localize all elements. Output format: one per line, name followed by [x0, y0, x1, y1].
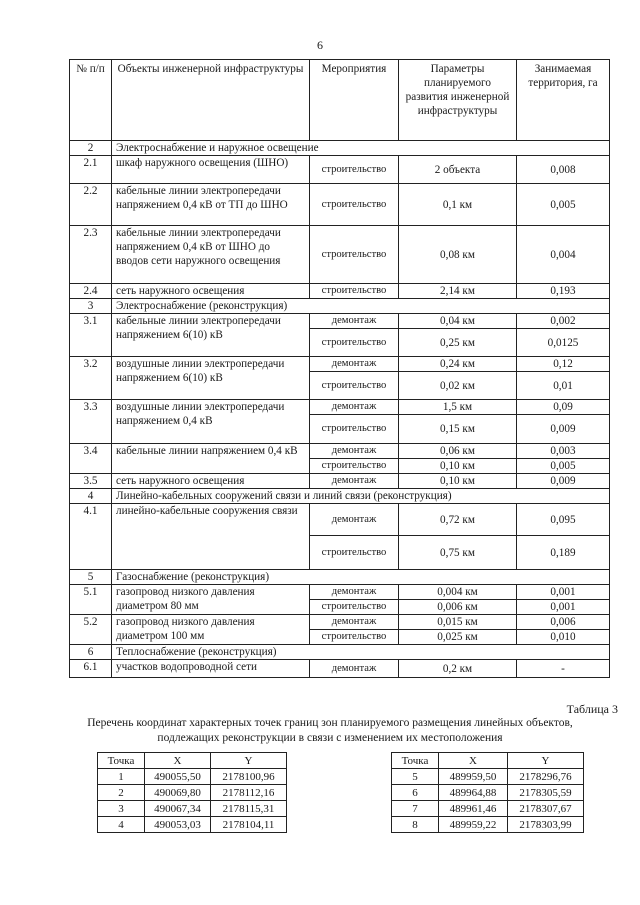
- coord-y: 2178296,76: [508, 769, 584, 785]
- section-number: 6: [70, 645, 112, 660]
- coord-y: 2178104,11: [211, 817, 287, 833]
- table-row: [70, 444, 610, 459]
- item-area: 0,0125: [517, 329, 610, 357]
- coord-point: 2: [98, 785, 145, 801]
- coord-row: [98, 801, 287, 817]
- item-parameter: 0,10 км: [399, 474, 517, 489]
- header-area: Занимаемая территория, га: [517, 60, 610, 141]
- item-number: 2.1: [70, 156, 112, 184]
- item-parameter: 0,006 км: [399, 600, 517, 615]
- item-object: участков водопроводной сети: [112, 660, 310, 678]
- table3-caption: Перечень координат характерных точек границ зон планируемого размещения линейных объектов, подлежащих реконструкции в связи с изменением их местоположения: [87, 717, 573, 744]
- section-title: Электроснабжение и наружное освещение: [112, 141, 610, 156]
- item-action: строительство: [310, 372, 399, 400]
- coord-header-y: Y: [508, 753, 584, 769]
- coord-point: 6: [392, 785, 439, 801]
- coord-right-body: [392, 769, 584, 833]
- item-number: 3.1: [70, 314, 112, 357]
- header-num: № п/п: [70, 60, 112, 141]
- item-number: 2.4: [70, 284, 112, 299]
- item-object: газопровод низкого давления диаметром 100 мм: [112, 615, 310, 645]
- section-title: Теплоснабжение (реконструкция): [112, 645, 610, 660]
- coord-x: 489959,22: [439, 817, 508, 833]
- item-action: демонтаж: [310, 660, 399, 678]
- item-number: 3.5: [70, 474, 112, 489]
- section-title: Электроснабжение (реконструкция): [112, 299, 610, 314]
- table-body: [70, 141, 610, 678]
- item-parameter: 2 объекта: [399, 156, 517, 184]
- item-object: кабельные линии электропередачи напряжением 0,4 кВ от ШНО до вводов сети наружного освещения: [112, 226, 310, 284]
- coord-header-row: [98, 753, 287, 769]
- section-number: 5: [70, 570, 112, 585]
- table-row: [70, 184, 610, 226]
- coord-point: 7: [392, 801, 439, 817]
- item-parameter: 0,004 км: [399, 585, 517, 600]
- item-action: демонтаж: [310, 615, 399, 630]
- header-params: Параметры планируемого развития инженерной инфраструктуры: [399, 60, 517, 141]
- item-number: 5.1: [70, 585, 112, 615]
- item-parameter: 0,15 км: [399, 415, 517, 444]
- header-object: Объекты инженерной инфраструктуры: [112, 60, 310, 141]
- coord-header-point: Точка: [98, 753, 145, 769]
- coord-y: 2178305,59: [508, 785, 584, 801]
- coord-point: 5: [392, 769, 439, 785]
- item-object: линейно-кабельные сооружения связи: [112, 504, 310, 570]
- item-number: 4.1: [70, 504, 112, 570]
- coord-header-y: Y: [211, 753, 287, 769]
- item-parameter: 2,14 км: [399, 284, 517, 299]
- item-parameter: 0,2 км: [399, 660, 517, 678]
- item-area: 0,008: [517, 156, 610, 184]
- section-title: Газоснабжение (реконструкция): [112, 570, 610, 585]
- item-number: 2.3: [70, 226, 112, 284]
- item-object: сеть наружного освещения: [112, 284, 310, 299]
- item-area: 0,003: [517, 444, 610, 459]
- item-area: 0,002: [517, 314, 610, 329]
- coord-y: 2178112,16: [211, 785, 287, 801]
- section-row: [70, 141, 610, 156]
- item-area: 0,095: [517, 504, 610, 536]
- table-row: [70, 504, 610, 536]
- item-object: шкаф наружного освещения (ШНО): [112, 156, 310, 184]
- section-row: [70, 570, 610, 585]
- item-object: воздушные линии электропередачи напряжением 6(10) кВ: [112, 357, 310, 400]
- coord-x: 490067,34: [145, 801, 211, 817]
- table-row: [70, 314, 610, 329]
- item-action: демонтаж: [310, 357, 399, 372]
- item-action: строительство: [310, 284, 399, 299]
- item-parameter: 0,04 км: [399, 314, 517, 329]
- table-row: [70, 615, 610, 630]
- item-area: 0,010: [517, 630, 610, 645]
- table-row: [70, 660, 610, 678]
- coord-x: 489959,50: [439, 769, 508, 785]
- section-row: [70, 299, 610, 314]
- item-area: 0,01: [517, 372, 610, 400]
- item-area: 0,004: [517, 226, 610, 284]
- coord-point: 8: [392, 817, 439, 833]
- item-area: 0,001: [517, 585, 610, 600]
- item-action: строительство: [310, 184, 399, 226]
- table-row: [70, 357, 610, 372]
- coord-y: 2178307,67: [508, 801, 584, 817]
- coord-point: 3: [98, 801, 145, 817]
- item-area: 0,001: [517, 600, 610, 615]
- item-parameter: 0,025 км: [399, 630, 517, 645]
- table-row: [70, 226, 610, 284]
- table-row: [70, 156, 610, 184]
- coord-row: [98, 817, 287, 833]
- item-action: демонтаж: [310, 474, 399, 489]
- item-object: кабельные линии напряжением 0,4 кВ: [112, 444, 310, 474]
- coord-point: 4: [98, 817, 145, 833]
- table3-label: Таблица 3: [566, 702, 618, 716]
- item-area: 0,193: [517, 284, 610, 299]
- table-row: [70, 284, 610, 299]
- item-object: газопровод низкого давления диаметром 80 мм: [112, 585, 310, 615]
- coord-point: 1: [98, 769, 145, 785]
- item-area: 0,005: [517, 459, 610, 474]
- item-parameter: 0,06 км: [399, 444, 517, 459]
- item-parameter: 0,015 км: [399, 615, 517, 630]
- section-row: [70, 645, 610, 660]
- item-area: 0,005: [517, 184, 610, 226]
- item-parameter: 0,1 км: [399, 184, 517, 226]
- coord-y: 2178115,31: [211, 801, 287, 817]
- item-area: 0,12: [517, 357, 610, 372]
- coord-header-row: [392, 753, 584, 769]
- item-object: кабельные линии электропередачи напряжением 6(10) кВ: [112, 314, 310, 357]
- coord-y: 2178100,96: [211, 769, 287, 785]
- header-action: Мероприятия: [310, 60, 399, 141]
- coord-header-x: X: [439, 753, 508, 769]
- item-action: демонтаж: [310, 585, 399, 600]
- table-row: [70, 585, 610, 600]
- item-object: воздушные линии электропередачи напряжением 0,4 кВ: [112, 400, 310, 444]
- coord-x: 490055,50: [145, 769, 211, 785]
- coord-left-body: [98, 769, 287, 833]
- item-parameter: 0,10 км: [399, 459, 517, 474]
- coord-row: [98, 785, 287, 801]
- coord-header-x: X: [145, 753, 211, 769]
- coord-x: 489961,46: [439, 801, 508, 817]
- item-area: 0,006: [517, 615, 610, 630]
- item-number: 3.4: [70, 444, 112, 474]
- item-number: 5.2: [70, 615, 112, 645]
- coord-row: [98, 769, 287, 785]
- item-action: строительство: [310, 459, 399, 474]
- item-parameter: 0,75 км: [399, 536, 517, 570]
- item-parameter: 0,02 км: [399, 372, 517, 400]
- item-parameter: 0,08 км: [399, 226, 517, 284]
- table-row: [70, 474, 610, 489]
- coord-header-point: Точка: [392, 753, 439, 769]
- item-area: 0,009: [517, 415, 610, 444]
- page-number: 6: [317, 38, 323, 52]
- item-object: кабельные линии электропередачи напряжением 0,4 кВ от ТП до ШНО: [112, 184, 310, 226]
- coord-row: [392, 801, 584, 817]
- coord-x: 490053,03: [145, 817, 211, 833]
- item-action: строительство: [310, 226, 399, 284]
- section-number: 3: [70, 299, 112, 314]
- item-action: демонтаж: [310, 314, 399, 329]
- section-title: Линейно-кабельных сооружений связи и линий связи (реконструкция): [112, 489, 610, 504]
- coord-y: 2178303,99: [508, 817, 584, 833]
- table-row: [70, 400, 610, 415]
- coord-x: 489964,88: [439, 785, 508, 801]
- item-parameter: 0,25 км: [399, 329, 517, 357]
- section-number: 2: [70, 141, 112, 156]
- item-number: 3.2: [70, 357, 112, 400]
- item-number: 6.1: [70, 660, 112, 678]
- item-number: 3.3: [70, 400, 112, 444]
- item-area: 0,009: [517, 474, 610, 489]
- item-action: строительство: [310, 156, 399, 184]
- coord-x: 490069,80: [145, 785, 211, 801]
- item-action: демонтаж: [310, 444, 399, 459]
- section-number: 4: [70, 489, 112, 504]
- item-parameter: 0,24 км: [399, 357, 517, 372]
- coord-row: [392, 785, 584, 801]
- coordinates-table-right: [391, 752, 584, 833]
- section-row: [70, 489, 610, 504]
- coord-row: [392, 769, 584, 785]
- item-parameter: 1,5 км: [399, 400, 517, 415]
- item-area: -: [517, 660, 610, 678]
- item-action: строительство: [310, 329, 399, 357]
- coord-row: [392, 817, 584, 833]
- item-number: 2.2: [70, 184, 112, 226]
- item-action: строительство: [310, 600, 399, 615]
- engineering-infrastructure-table: [69, 59, 610, 678]
- item-action: демонтаж: [310, 400, 399, 415]
- item-action: строительство: [310, 536, 399, 570]
- item-action: строительство: [310, 630, 399, 645]
- table-header-row: [70, 60, 610, 141]
- item-area: 0,189: [517, 536, 610, 570]
- item-parameter: 0,72 км: [399, 504, 517, 536]
- item-action: строительство: [310, 415, 399, 444]
- item-area: 0,09: [517, 400, 610, 415]
- item-object: сеть наружного освещения: [112, 474, 310, 489]
- item-action: демонтаж: [310, 504, 399, 536]
- coordinates-table-left: [97, 752, 287, 833]
